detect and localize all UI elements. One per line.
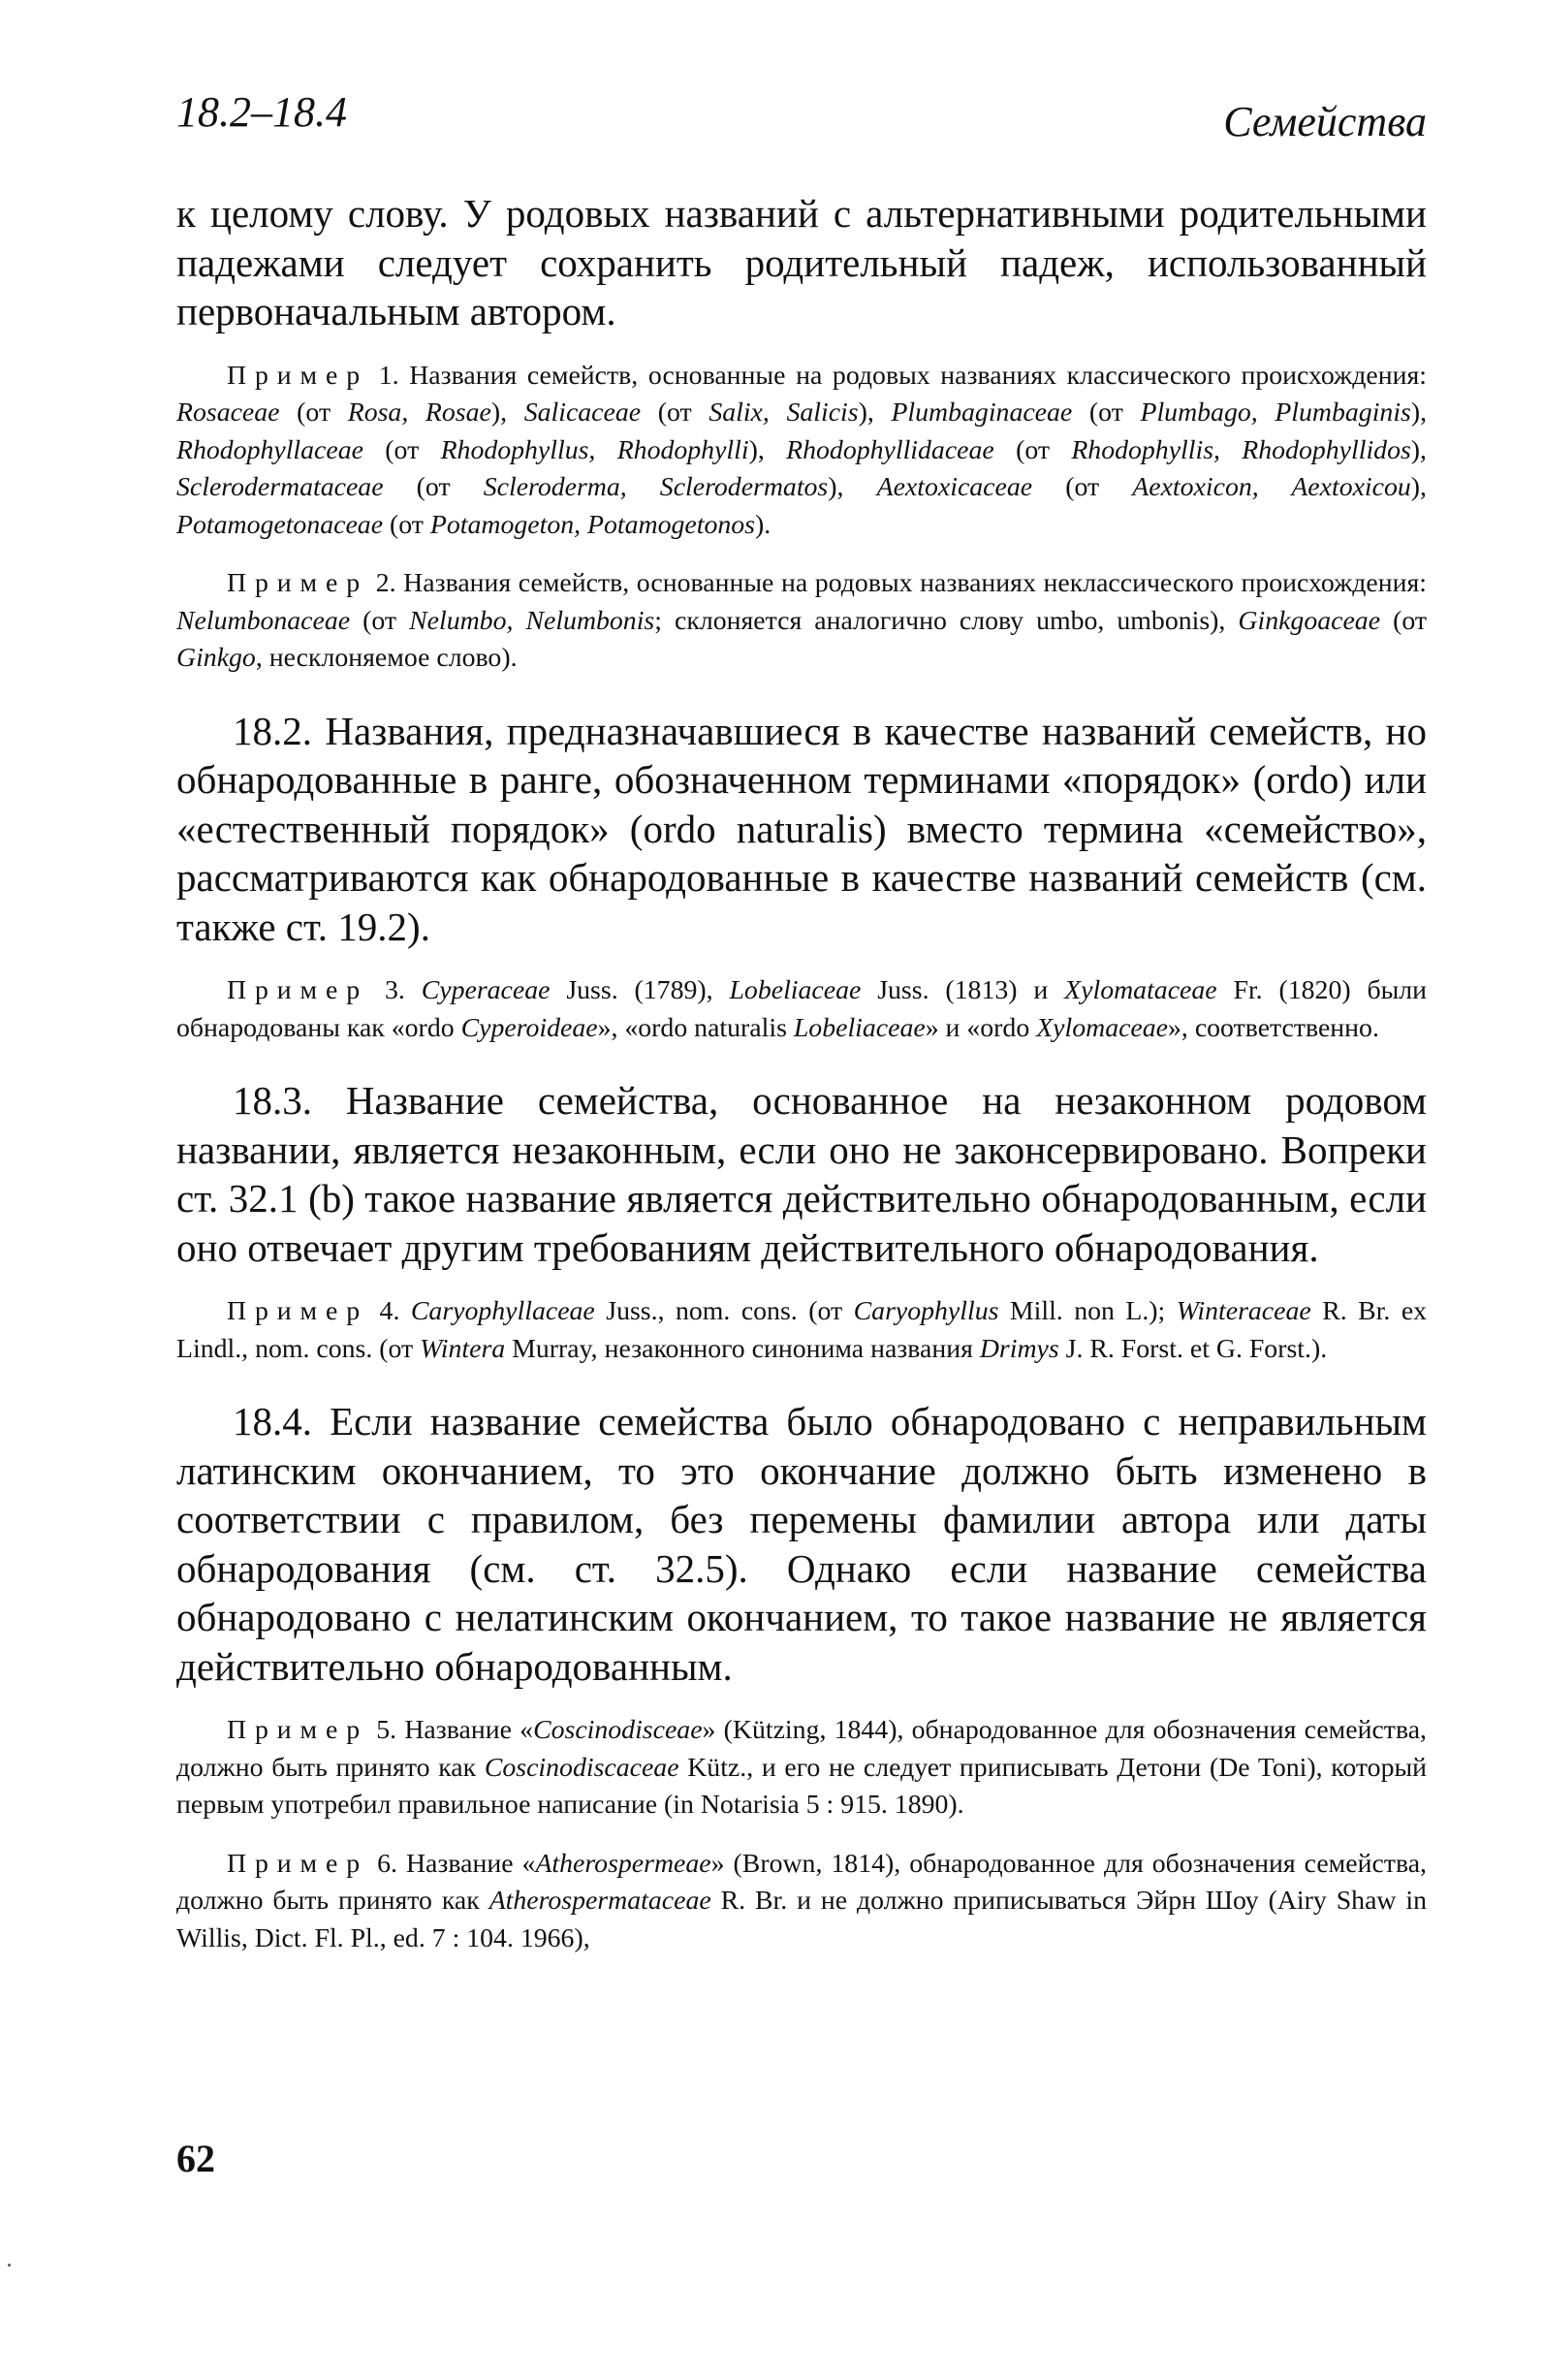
- example-label: Пример: [227, 360, 369, 391]
- rule-18-2: 18.2. Названия, предназначавшиеся в качестве названий семейств, но обнародованные в ранге, обозначенном терминами «порядок» (ordo) или «естественный порядок» (ordo naturalis) вместо термина «семейство», рассматриваются как обнародованные в качестве названий семейств (см. также ст. 19.2).: [176, 708, 1427, 949]
- header-chapter-title: Семейства: [1223, 98, 1427, 145]
- example-label: Пример: [227, 1296, 369, 1326]
- scan-speck: [8, 2264, 11, 2267]
- example-label: Пример: [227, 975, 369, 1005]
- example-4: Пример 4. Caryophyllaceae Juss., nom. cons. (от Caryophyllus Mill. non L.); Winteraceae R. Br. ex Lindl., nom. cons. (от Wintera Murray, незаконного синонима названия Drimys J. R. Forst. et G. Forst.).: [176, 1296, 1428, 1364]
- example-6: Пример 6. Название «Atherospermeae» (Brown, 1814), обнародованное для обозначения семейства, должно быть принято как Atherospermataceae R. Br. и не должно приписываться Эйрн Шоу (Airy Shaw in Willis, Dict. Fl. Pl., ed. 7 : 104. 1966),: [176, 1848, 1427, 1953]
- example-2: Пример 2. Названия семейств, основанные на родовых названиях неклассического происхождения: Nelumbonaceae (от Nelumbo, Nelumbonis; склоняется аналогично слову umbo, umbonis), Ginkgoaceae (от Ginkgo, несклоняемое слово).: [176, 568, 1428, 673]
- page-number: 62: [176, 2137, 215, 2180]
- example-label: Пример: [227, 1848, 369, 1879]
- example-1: Пример 1. Названия семейств, основанные на родовых названиях классического происхождения: Rosaceae (от Rosa, Rosae), Salicaceae (от Salix, Salicis), Plumbaginaceae (от Plumbago, Plumbaginis), Rhodophyllaceae (от Rhodophyllus, Rhodophylli), Rhodophyllidaceae (от Rhodophyllis, Rhodophyllidos), Sclerodermataceae (от Scleroderma, Sclerodermatos), Aextoxicaceae (от Aextoxicon, Aextoxicou), Potamogetonaceae (от Potamogeton, Potamogetonos).: [176, 360, 1428, 540]
- example-5: Пример 5. Название «Coscinodisceae» (Kützing, 1844), обнародованное для обозначения семейства, должно быть принято как Coscinodiscaceae Kütz., и его не следует приписывать Детони (De Toni), который первым употребил правильное написание (in Notarisia 5 : 915. 1890).: [176, 1715, 1428, 1820]
- running-header: [176, 87, 1427, 155]
- example-label: Пример: [227, 1715, 369, 1745]
- paragraph-intro-continuation: к целому слову. У родовых названий с альтернативными родительными падежами следует сохранить родительный падеж, использованный первоначальным автором.: [176, 191, 1427, 333]
- rule-18-3: 18.3. Название семейства, основанное на незаконном родовом названии, является незаконным, если оно не законсервировано. Вопреки ст. 32.1 (b) такое название является действительно обнародованным, если оно отвечает другим требованиям действительного обнародования.: [176, 1078, 1427, 1270]
- rule-18-4: 18.4. Если название семейства было обнародовано с неправильным латинским окончанием, то это окончание должно быть изменено в соответствии с правилом, без перемены фамилии автора или даты обнародования (см. ст. 32.5). Однако если название семейства обнародовано с нелатинским окончанием, то такое название не является действительно обнародованным.: [176, 1399, 1427, 1689]
- main-text: [176, 189, 1427, 1957]
- example-3: Пример 3. Cyperaceae Juss. (1789), Lobeliaceae Juss. (1813) и Xylomataceae Fr. (1820) были обнародованы как «ordo Cyperoideae», «ordo naturalis Lobeliaceae» и «ordo Xylomaceae», соответственно.: [176, 975, 1428, 1043]
- header-section-range: 18.2–18.4: [176, 88, 347, 136]
- example-label: Пример: [227, 568, 369, 598]
